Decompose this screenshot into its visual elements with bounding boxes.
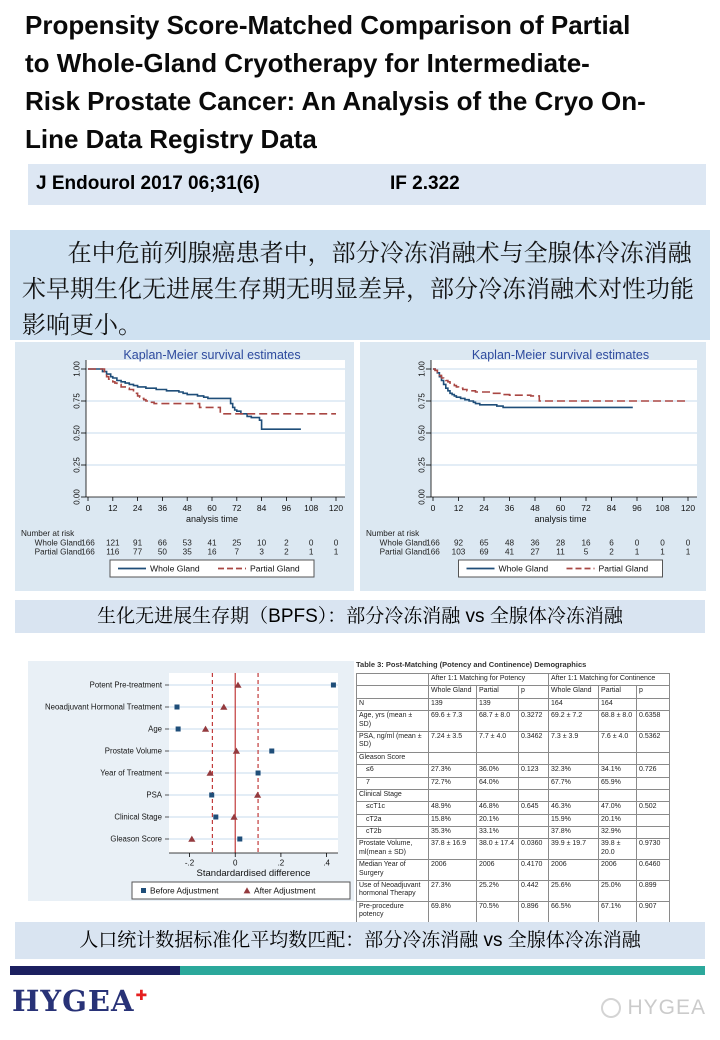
svg-text:166: 166	[81, 547, 95, 557]
table-row-label: ≤cT1c	[357, 802, 429, 814]
table-row	[357, 839, 670, 860]
table-row-label: Gleason Score	[357, 752, 429, 764]
demographics-table	[356, 660, 672, 923]
forest-category-label: Clinical Stage	[114, 812, 162, 822]
before-adjustment-marker	[237, 837, 242, 842]
x-axis-label: analysis time	[185, 514, 239, 524]
svg-text:48: 48	[504, 538, 515, 548]
hygea-watermark	[601, 996, 706, 1020]
km-chart-left	[15, 342, 354, 591]
table-cell: 25.2%	[477, 881, 519, 902]
table-row	[357, 765, 670, 777]
table-group-header: After 1:1 Matching for Potency	[429, 674, 549, 686]
table-cell	[519, 752, 549, 764]
table-cell	[637, 827, 670, 839]
svg-text:1.00: 1.00	[417, 361, 427, 377]
svg-text:24: 24	[132, 503, 143, 513]
table-cell: 33.1%	[477, 827, 519, 839]
table-cell: 0.502	[637, 802, 670, 814]
svg-text:60: 60	[555, 503, 566, 513]
number-at-risk-label: Number at risk	[366, 529, 420, 538]
svg-text:Partial Gland: Partial Gland	[379, 547, 427, 557]
table-cell: 25.0%	[599, 881, 637, 902]
before-adjustment-marker	[176, 727, 181, 732]
km-legend	[459, 560, 663, 577]
svg-text:120: 120	[680, 503, 696, 513]
table-cell	[637, 698, 670, 710]
svg-text:5: 5	[583, 547, 589, 557]
x-axis-label: analysis time	[534, 514, 587, 524]
table-row	[357, 731, 670, 752]
svg-text:12: 12	[453, 503, 464, 513]
page-title	[25, 6, 707, 158]
svg-text:0.75: 0.75	[417, 393, 427, 409]
km-legend	[110, 560, 314, 577]
table-row	[357, 711, 670, 732]
svg-text:0: 0	[685, 538, 691, 548]
table-cell: 0.6358	[637, 711, 670, 732]
hygea-logo-text: HYGEA	[12, 984, 135, 1018]
before-adjustment-marker	[331, 683, 336, 688]
table-cell	[637, 814, 670, 826]
svg-text:96: 96	[632, 503, 642, 513]
svg-text:116: 116	[106, 547, 120, 557]
table-cell: 0.896	[519, 901, 549, 922]
table-cell	[637, 777, 670, 789]
page-title-line: Line Data Registry Data	[25, 124, 317, 154]
svg-text:1: 1	[308, 547, 314, 557]
forest-x-label: Standardardised difference	[196, 868, 311, 879]
svg-text:121: 121	[105, 538, 120, 548]
table-cell: 67.7%	[549, 777, 599, 789]
svg-text:108: 108	[304, 503, 319, 513]
table-col-header: p	[519, 686, 549, 698]
svg-text:25: 25	[232, 538, 242, 548]
table-cell: 0.9730	[637, 839, 670, 860]
table-row-label: 7	[357, 777, 429, 789]
forest-svg	[28, 661, 354, 901]
svg-text:77: 77	[133, 547, 143, 557]
svg-text:1: 1	[634, 547, 640, 557]
svg-text:24: 24	[479, 503, 489, 513]
before-adjustment-marker	[213, 815, 218, 820]
table-col-header: p	[637, 686, 670, 698]
chart-title: Kaplan-Meier survival estimates	[471, 348, 650, 362]
svg-text:0: 0	[333, 538, 339, 548]
table-cell	[599, 789, 637, 801]
svg-text:96: 96	[281, 503, 292, 513]
table-row-label: Clinical Stage	[357, 789, 429, 801]
svg-text:Whole Gland: Whole Gland	[498, 563, 549, 574]
svg-text:0: 0	[430, 503, 436, 513]
table-cell: 0.907	[637, 901, 670, 922]
post-matching-table	[356, 673, 670, 923]
table-row-label: PSA, ng/ml (mean ± SD)	[357, 731, 429, 752]
table-cell: 139	[477, 698, 519, 710]
svg-text:41: 41	[504, 547, 515, 557]
svg-text:166: 166	[81, 538, 95, 548]
table-cell: 69.2 ± 7.2	[549, 711, 599, 732]
number-at-risk-label: Number at risk	[21, 529, 75, 538]
svg-text:103: 103	[451, 547, 466, 557]
forest-category-label: Year of Treatment	[100, 768, 162, 778]
svg-text:Whole Gland: Whole Gland	[150, 563, 200, 574]
table-row	[357, 881, 670, 902]
table-row-label: cT2b	[357, 827, 429, 839]
svg-text:0.25: 0.25	[417, 457, 427, 473]
svg-text:Partial Gland: Partial Gland	[250, 563, 300, 574]
svg-text:72: 72	[581, 503, 591, 513]
table-cell: 39.9 ± 19.7	[549, 839, 599, 860]
hygea-logo	[12, 984, 148, 1018]
table-cell: 37.8%	[549, 827, 599, 839]
journal-bar	[28, 164, 706, 205]
table-cell: 32.9%	[599, 827, 637, 839]
svg-text:1: 1	[685, 547, 691, 557]
forest-category-label: Neoadjuvant Hormonal Treatment	[44, 702, 162, 712]
table-row	[357, 698, 670, 710]
table-cell: 66.5%	[549, 901, 599, 922]
chart-title: Kaplan-Meier survival estimates	[123, 348, 301, 362]
table-cell: 32.3%	[549, 765, 599, 777]
table-row-label: N	[357, 698, 429, 710]
svg-text:0.00: 0.00	[72, 489, 82, 505]
svg-text:108: 108	[655, 503, 670, 513]
table-cell	[477, 789, 519, 801]
svg-text:50: 50	[157, 547, 167, 557]
table-group-header: After 1:1 Matching for Continence	[549, 674, 670, 686]
svg-text:53: 53	[182, 538, 192, 548]
table-cell: 47.0%	[599, 802, 637, 814]
table-cell: 65.9%	[599, 777, 637, 789]
page-title-line: Risk Prostate Cancer: An Analysis of the Cryo On-	[25, 86, 646, 116]
table-row-label: ≤6	[357, 765, 429, 777]
table-cell: 37.8 ± 16.9	[429, 839, 477, 860]
table-col-header: Partial	[477, 686, 519, 698]
svg-text:1: 1	[660, 547, 665, 557]
table-cell: 0.5362	[637, 731, 670, 752]
table-row	[357, 752, 670, 764]
footer-bar-navy	[10, 966, 180, 975]
table-cell: 2006	[599, 860, 637, 881]
table-row	[357, 789, 670, 801]
svg-text:2: 2	[609, 547, 614, 557]
table-row	[357, 802, 670, 814]
table-cell: 27.3%	[429, 881, 477, 902]
table-cell: 0.3462	[519, 731, 549, 752]
table-cell	[477, 752, 519, 764]
caption-bpfs: 生化无进展生存期（BPFS）：部分冷冻消融 vs 全腺体冷冻消融	[15, 600, 705, 633]
table-cell: 7.6 ± 4.0	[599, 731, 637, 752]
km-left-svg	[15, 342, 354, 591]
table-cell: 15.9%	[549, 814, 599, 826]
table-cell: 46.3%	[549, 802, 599, 814]
table-cell: 25.6%	[549, 881, 599, 902]
svg-text:72: 72	[232, 503, 242, 513]
table-cell: 0.6460	[637, 860, 670, 881]
table-cell: 7.3 ± 3.9	[549, 731, 599, 752]
svg-text:35: 35	[182, 547, 192, 557]
table-cell	[637, 752, 670, 764]
table-cell: 0.123	[519, 765, 549, 777]
svg-text:.4: .4	[323, 858, 330, 868]
svg-text:0.00: 0.00	[417, 489, 427, 505]
svg-text:66: 66	[157, 538, 167, 548]
svg-text:3: 3	[259, 547, 264, 557]
km-chart-right	[360, 342, 706, 591]
svg-text:0.50: 0.50	[417, 425, 427, 441]
table-cell	[519, 827, 549, 839]
svg-text:60: 60	[207, 503, 217, 513]
summary-box: 在中危前列腺癌患者中，部分冷冻消融术与全腺体冷冻消融术早期生化无进展生存期无明显差异，部分冷冻消融术对性功能影响更小。	[10, 230, 710, 340]
svg-text:36: 36	[530, 538, 540, 548]
svg-text:69: 69	[479, 547, 489, 557]
table-body	[356, 673, 672, 923]
journal-citation: J Endourol 2017 06;31(6)	[36, 173, 260, 194]
table-row-label: Prostate Volume, ml(mean ± SD)	[357, 839, 429, 860]
table-cell: 15.8%	[429, 814, 477, 826]
svg-text:65: 65	[479, 538, 489, 548]
svg-text:7: 7	[234, 547, 240, 557]
svg-text:11: 11	[556, 547, 565, 557]
forest-legend	[132, 882, 350, 899]
svg-text:92: 92	[453, 538, 464, 548]
table-cell	[519, 698, 549, 710]
table-col-header: Whole Gland	[549, 686, 599, 698]
table-cell	[429, 752, 477, 764]
svg-text:28: 28	[555, 538, 566, 548]
svg-text:1: 1	[333, 547, 339, 557]
svg-text:0.50: 0.50	[72, 425, 82, 441]
watermark-text: HYGEA	[627, 996, 706, 1019]
table-cell: 46.8%	[477, 802, 519, 814]
svg-text:Partial Gland: Partial Gland	[34, 547, 82, 557]
svg-text:48: 48	[182, 503, 192, 513]
table-cell: 2006	[549, 860, 599, 881]
table-cell: 72.7%	[429, 777, 477, 789]
svg-text:36: 36	[157, 503, 168, 513]
table-cell: 67.1%	[599, 901, 637, 922]
table-cell: 0.726	[637, 765, 670, 777]
svg-text:0: 0	[85, 503, 91, 513]
km-right-svg	[360, 342, 706, 591]
svg-text:41: 41	[207, 538, 217, 548]
svg-text:120: 120	[328, 503, 344, 513]
svg-text:2: 2	[284, 538, 289, 548]
svg-text:84: 84	[256, 503, 267, 513]
table-cell: 48.9%	[429, 802, 477, 814]
before-adjustment-marker	[256, 771, 261, 776]
table-row	[357, 860, 670, 881]
table-cell: 34.1%	[599, 765, 637, 777]
table-cell: 38.0 ± 17.4	[477, 839, 519, 860]
table-cell: 2006	[429, 860, 477, 881]
before-adjustment-marker	[269, 749, 274, 754]
svg-text:16: 16	[581, 538, 591, 548]
table-cell: 2006	[477, 860, 519, 881]
svg-text:10: 10	[257, 538, 267, 548]
table-cell: 64.0%	[477, 777, 519, 789]
table-row-label: cT2a	[357, 814, 429, 826]
table-cell: 0.442	[519, 881, 549, 902]
table-cell	[519, 814, 549, 826]
table-cell: 39.8 ± 20.0	[599, 839, 637, 860]
impact-factor: IF 2.322	[390, 173, 460, 194]
table-col-header: Whole Gland	[429, 686, 477, 698]
svg-text:0.75: 0.75	[72, 393, 82, 409]
table-row	[357, 827, 670, 839]
table-cell: 70.5%	[477, 901, 519, 922]
table-cell: 0.0360	[519, 839, 549, 860]
table-row	[357, 777, 670, 789]
before-adjustment-marker	[174, 705, 179, 710]
svg-text:0.25: 0.25	[72, 457, 82, 473]
table-cell	[549, 752, 599, 764]
table-cell	[549, 789, 599, 801]
red-cross-icon: ✚	[135, 988, 149, 1004]
table-cell: 20.1%	[599, 814, 637, 826]
forest-category-label: Prostate Volume	[104, 746, 162, 756]
table-cell: 35.3%	[429, 827, 477, 839]
svg-text:2: 2	[284, 547, 289, 557]
table-row-label: Median Year of Surgery	[357, 860, 429, 881]
table-cell	[519, 777, 549, 789]
table-cell: 36.0%	[477, 765, 519, 777]
table-cell: 69.6 ± 7.3	[429, 711, 477, 732]
page-title-line: Propensity Score-Matched Comparison of Partial	[25, 10, 631, 40]
table-cell: 68.7 ± 8.0	[477, 711, 519, 732]
svg-text:After Adjustment: After Adjustment	[254, 885, 316, 896]
svg-text:.2: .2	[277, 858, 285, 868]
table-cell: 68.8 ± 8.0	[599, 711, 637, 732]
table-col-header: Partial	[599, 686, 637, 698]
svg-text:1.00: 1.00	[72, 361, 82, 377]
table-cell: 27.3%	[429, 765, 477, 777]
svg-text:Whole Gland: Whole Gland	[379, 538, 427, 548]
table-cell	[637, 789, 670, 801]
footer-bar-teal	[180, 966, 705, 975]
watermark-circle-icon	[601, 998, 621, 1018]
table-row	[357, 901, 670, 922]
svg-text:48: 48	[530, 503, 540, 513]
table-cell: 164	[549, 698, 599, 710]
svg-text:12: 12	[108, 503, 118, 513]
forest-category-label: PSA	[146, 790, 162, 800]
svg-text:166: 166	[426, 547, 440, 557]
forest-category-label: Potent Pre-treatment	[89, 680, 162, 690]
table-row-label: Use of Neoadjuvant hormonal Therapy	[357, 881, 429, 902]
table-cell	[519, 789, 549, 801]
caption-matching: 人口统计数据标准化平均数匹配：部分冷冻消融 vs 全腺体冷冻消融	[15, 922, 705, 959]
table-caption: Table 3: Post-Matching (Potency and Continence) Demographics	[356, 660, 587, 669]
table-cell: 7.24 ± 3.5	[429, 731, 477, 752]
svg-text:0: 0	[634, 538, 640, 548]
page-title-line: to Whole-Gland Cryotherapy for Intermediate-	[25, 48, 590, 78]
forest-plot	[28, 661, 354, 901]
svg-text:6: 6	[609, 538, 614, 548]
table-row-label: Age, yrs (mean ± SD)	[357, 711, 429, 732]
table-cell: 7.7 ± 4.0	[477, 731, 519, 752]
svg-text:0: 0	[233, 858, 238, 868]
table-cell: 0.899	[637, 881, 670, 902]
forest-category-label: Gleason Score	[110, 834, 162, 844]
table-cell	[599, 752, 637, 764]
table-row	[357, 814, 670, 826]
table-cell: 164	[599, 698, 637, 710]
table-cell: 20.1%	[477, 814, 519, 826]
svg-text:Partial Gland: Partial Gland	[598, 563, 649, 574]
svg-text:36: 36	[504, 503, 515, 513]
table-cell: 0.4170	[519, 860, 549, 881]
svg-text:0: 0	[308, 538, 314, 548]
svg-text:27: 27	[530, 547, 540, 557]
table-row-label: Pre-procedure potency	[357, 901, 429, 922]
forest-category-label: Age	[148, 724, 162, 734]
svg-text:16: 16	[207, 547, 217, 557]
svg-text:0: 0	[660, 538, 665, 548]
table-cell: 0.3272	[519, 711, 549, 732]
svg-text:91: 91	[133, 538, 143, 548]
table-cell: 0.645	[519, 802, 549, 814]
svg-text:Whole Gland: Whole Gland	[34, 538, 82, 548]
table-cell: 139	[429, 698, 477, 710]
svg-text:166: 166	[426, 538, 440, 548]
table-cell	[429, 789, 477, 801]
svg-text:84: 84	[606, 503, 617, 513]
svg-text:Before Adjustment: Before Adjustment	[150, 885, 219, 896]
svg-text:-.2: -.2	[184, 858, 195, 868]
table-cell: 69.8%	[429, 901, 477, 922]
before-adjustment-marker	[209, 793, 214, 798]
